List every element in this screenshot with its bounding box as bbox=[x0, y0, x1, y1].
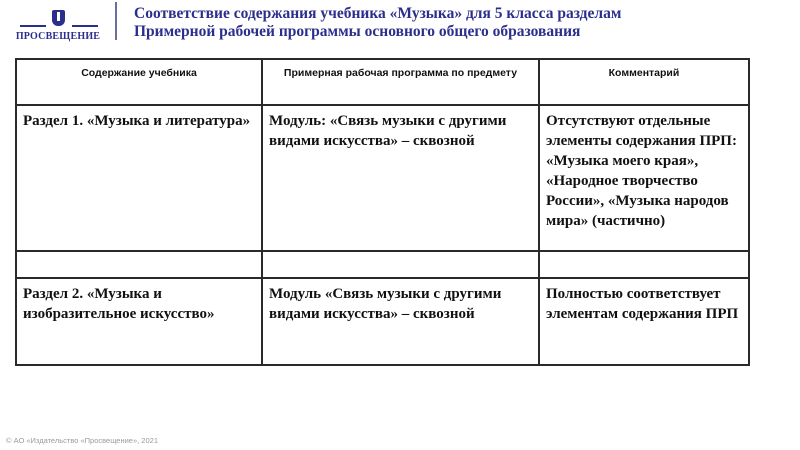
column-header-comment: Комментарий bbox=[539, 59, 749, 105]
column-header-program: Примерная рабочая программа по предмету bbox=[262, 59, 539, 105]
copyright-footer: © АО «Издательство «Просвещение», 2021 bbox=[6, 436, 158, 445]
table-row bbox=[16, 278, 749, 365]
correspondence-table bbox=[15, 58, 750, 366]
logo-line-left bbox=[20, 25, 46, 27]
cell-comment: Полностью соответствует элементам содержания ПРП bbox=[539, 278, 749, 365]
cell-content: Раздел 1. «Музыка и литература» bbox=[16, 105, 262, 251]
title-line-2: Примерной рабочей программы основного общего образования bbox=[134, 23, 581, 40]
cell-content bbox=[16, 251, 262, 278]
cell-content: Раздел 2. «Музыка и изобразительное искусство» bbox=[16, 278, 262, 365]
table-row-empty bbox=[16, 251, 749, 278]
column-header-textbook-content: Содержание учебника bbox=[16, 59, 262, 105]
cell-program bbox=[262, 251, 539, 278]
publisher-logo bbox=[14, 10, 102, 44]
logo-line-right bbox=[72, 25, 98, 27]
cell-comment: Отсутствуют отдельные элементы содержания ПРП: «Музыка моего края», «Народное творчество России», «Музыка народов мира» (частично) bbox=[539, 105, 749, 251]
cell-comment bbox=[539, 251, 749, 278]
cell-program: Модуль «Связь музыки с другими видами искусства» – сквозной bbox=[262, 278, 539, 365]
table-row bbox=[16, 105, 749, 251]
table-header-row bbox=[16, 59, 749, 105]
page-title bbox=[134, 5, 621, 41]
book-emblem-icon bbox=[52, 10, 65, 26]
header-divider bbox=[115, 2, 117, 40]
logo-text: ПРОСВЕЩЕНИЕ bbox=[15, 31, 101, 42]
cell-program: Модуль: «Связь музыки с другими видами искусства» – сквозной bbox=[262, 105, 539, 251]
title-line-1: Соответствие содержания учебника «Музыка» для 5 класса разделам bbox=[134, 5, 622, 22]
